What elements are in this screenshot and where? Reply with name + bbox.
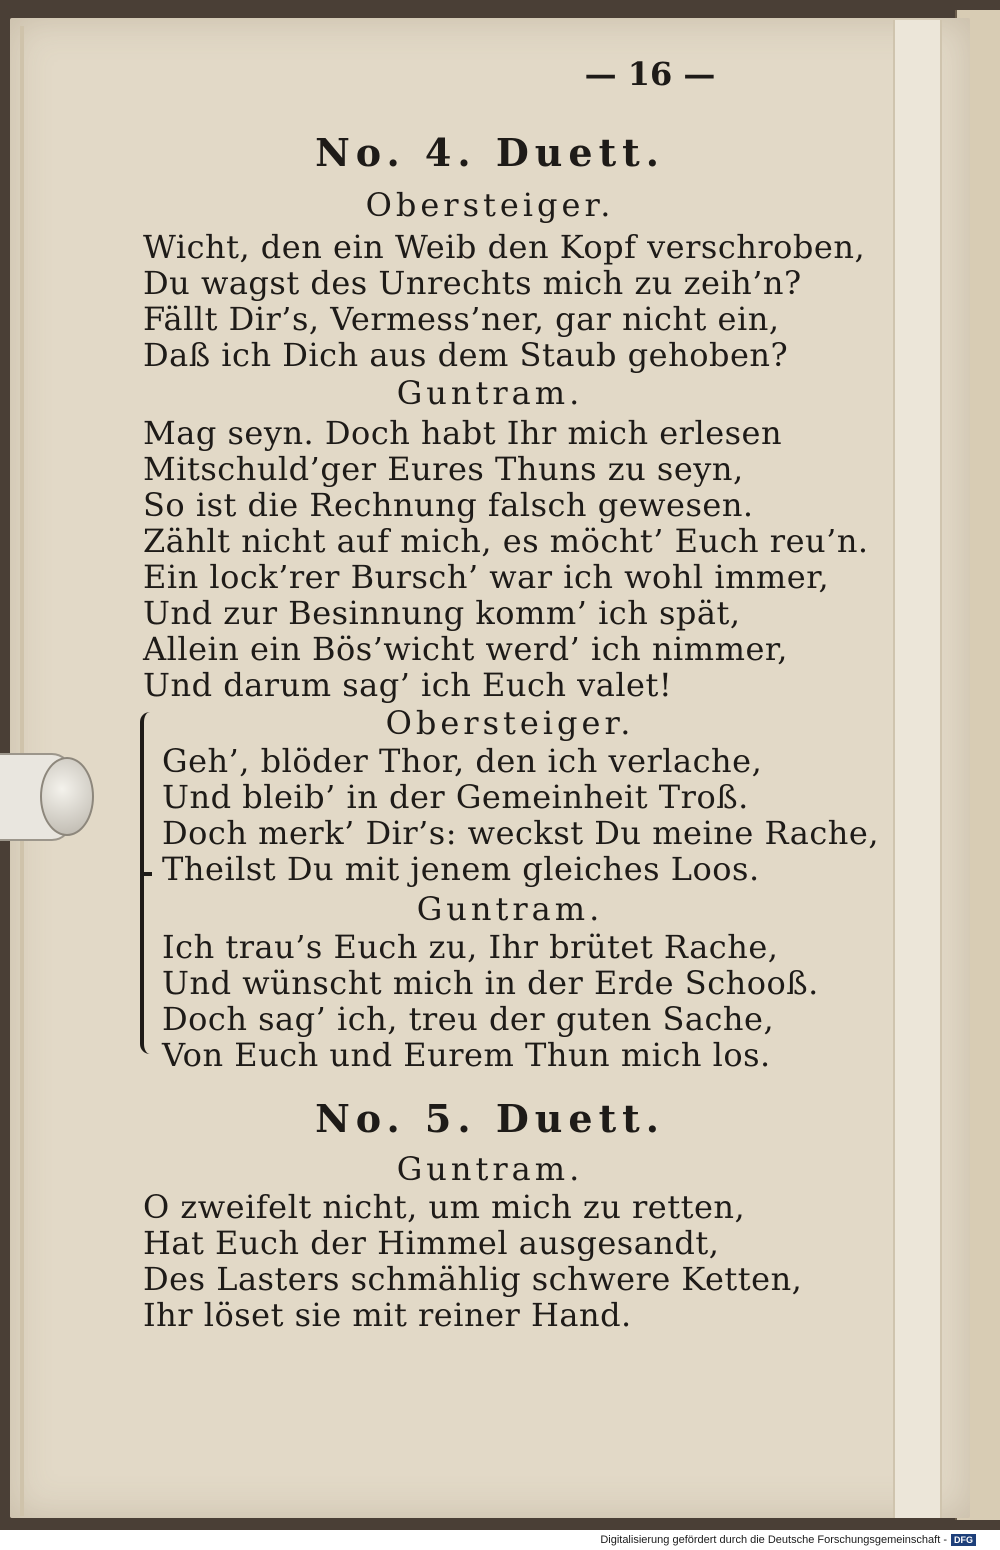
verse-line: Wicht, den ein Weib den Kopf verschroben, xyxy=(143,228,866,266)
binding-strip xyxy=(893,20,942,1518)
footer-text: Digitalisierung gefördert durch die Deutsche Forschungsgemeinschaft - xyxy=(600,1534,947,1546)
verse-line: Und wünscht mich in der Erde Schooß. xyxy=(162,964,819,1002)
speaker-label: Obersteiger. xyxy=(365,186,615,224)
verse-line: Du wagst des Unrechts mich zu zeih’n? xyxy=(143,264,802,302)
verse-line: O zweifelt nicht, um mich zu retten, xyxy=(143,1188,746,1226)
verse-line: Doch sag’ ich, treu der guten Sache, xyxy=(162,1000,775,1038)
duet-bracket xyxy=(140,712,158,1054)
verse-line: Zählt nicht auf mich, es möcht’ Euch reu’n. xyxy=(143,522,869,560)
verse-line: Mag seyn. Doch habt Ihr mich erlesen xyxy=(143,414,783,452)
verse-line: Und darum sag’ ich Euch valet! xyxy=(143,666,673,704)
verse-line: Ihr löset sie mit reiner Hand. xyxy=(143,1296,632,1334)
digitization-footer xyxy=(596,1532,980,1548)
speaker-label: Guntram. xyxy=(396,374,584,412)
section-heading: No. 5. Duett. xyxy=(315,1096,665,1141)
speaker-label: Guntram. xyxy=(396,1150,584,1188)
speaker-label: Obersteiger. xyxy=(385,704,635,742)
verse-line: Daß ich Dich aus dem Staub gehoben? xyxy=(143,336,789,374)
verse-line: Geh’, blöder Thor, den ich verlache, xyxy=(162,742,763,780)
verse-line: Und bleib’ in der Gemeinheit Troß. xyxy=(162,778,749,816)
verse-line: Des Lasters schmählig schwere Ketten, xyxy=(143,1260,803,1298)
verse-line: Doch merk’ Dir’s: weckst Du meine Rache, xyxy=(162,814,879,852)
speaker-label: Guntram. xyxy=(416,890,604,928)
verse-line: Mitschuld’ger Eures Thuns zu seyn, xyxy=(143,450,744,488)
page-clip xyxy=(0,745,95,845)
verse-line: Ich trau’s Euch zu, Ihr brütet Rache, xyxy=(162,928,779,966)
verse-line: Ein lock’rer Bursch’ war ich wohl immer, xyxy=(143,558,830,596)
clip-ring xyxy=(40,757,94,836)
verse-line: Allein ein Bös’wicht werd’ ich nimmer, xyxy=(143,630,788,668)
verse-line: So ist die Rechnung falsch gewesen. xyxy=(143,486,754,524)
verse-line: Fällt Dir’s, Vermess’ner, gar nicht ein, xyxy=(143,300,780,338)
verse-line: Hat Euch der Himmel ausgesandt, xyxy=(143,1224,720,1262)
verse-line: Von Euch und Eurem Thun mich los. xyxy=(162,1036,771,1074)
verse-line: Theilst Du mit jenem gleiches Loos. xyxy=(162,850,760,888)
dfg-logo: DFG xyxy=(951,1534,976,1546)
page-number: — 16 — xyxy=(584,55,716,93)
section-heading: No. 4. Duett. xyxy=(315,130,665,175)
verse-line: Und zur Besinnung komm’ ich spät, xyxy=(143,594,741,632)
